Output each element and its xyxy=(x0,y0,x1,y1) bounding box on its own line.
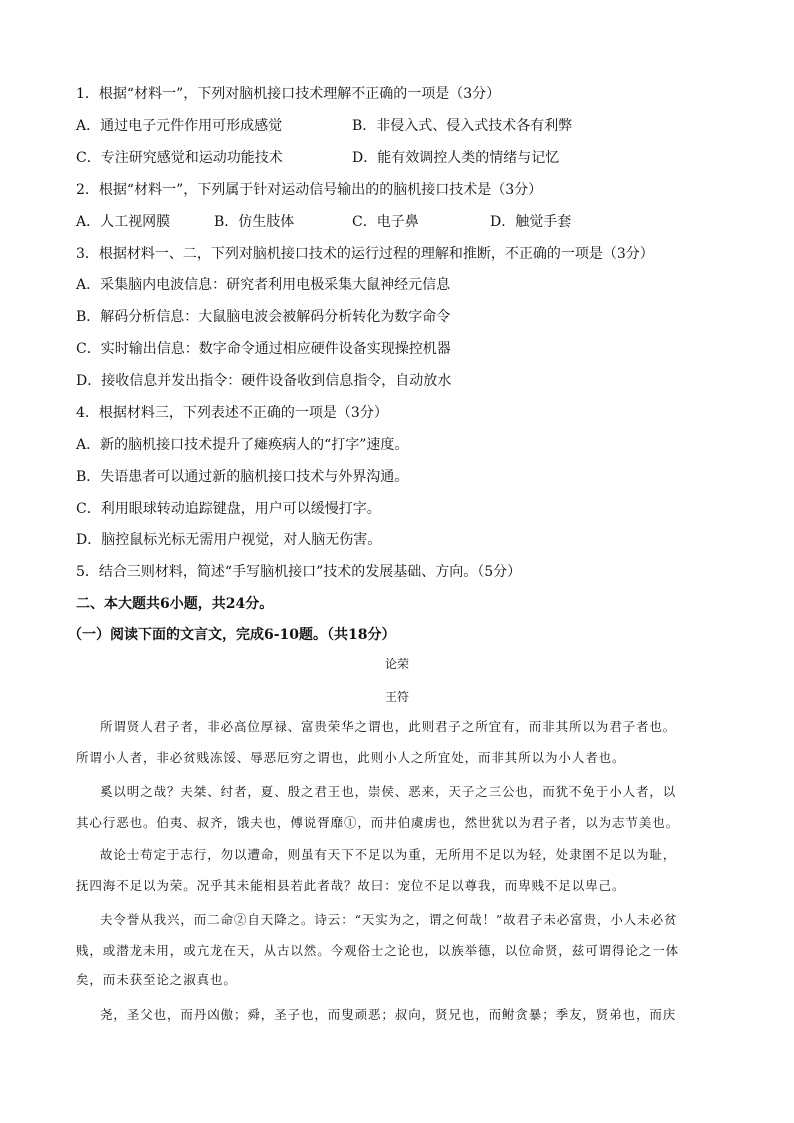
question-4-option-d: D．脑控鼠标光标无需用户视觉，对人脑无伤害。 xyxy=(76,532,382,548)
passage-line: 贱，或潜龙未用，或亢龙在天，从古以然。今观俗士之论也，以族举德，以位命贤，兹可谓得论之一体 xyxy=(76,943,680,958)
passage-line: 矣，而未获至论之淑真也。 xyxy=(76,972,237,987)
question-4-option-a: A．新的脑机接口技术提升了瘫痪病人的“打字”速度。 xyxy=(76,437,409,453)
passage-title: 论荣 xyxy=(384,657,409,671)
passage-line: 故论士苟定于志行，勿以遭命，则虽有天下不足以为重，无所用不足以为轻，处隶圉不足以为耻， xyxy=(100,847,677,862)
question-1-option-c: C．专注研究感觉和运动功能技术 xyxy=(76,150,283,166)
question-2-option-a: A．人工视网膜 xyxy=(76,214,171,230)
question-3-option-d: D．接收信息并发出指令：硬件设备收到信息指令，自动放水 xyxy=(76,373,452,389)
passage-line: 抚四海不足以为荣。况乎其未能相县若此者哉？故曰：宠位不足以尊我，而卑贱不足以卑己。 xyxy=(76,878,626,893)
question-2-option-c: C．电子鼻 xyxy=(352,214,419,230)
passage-author: 王符 xyxy=(384,690,409,704)
passage-line: 其心行恶也。伯夷、叔齐，饿夫也，傅说胥靡①，而井伯虞虏也，然世犹以为君子者，以为志节美也。 xyxy=(76,815,680,830)
question-3-option-b: B．解码分析信息：大鼠脑电波会被解码分析转化为数字命令 xyxy=(76,309,451,325)
question-3-option-c: C．实时输出信息：数字命令通过相应硬件设备实现操控机器 xyxy=(76,341,451,357)
passage-line: 尧，圣父也，而丹凶傲；舜，圣子也，而叟顽恶；叔向，贤兄也，而鲋贪暴；季友，贤弟也，而庆 xyxy=(100,1007,677,1022)
passage-line: 所谓贤人君子者，非必高位厚禄、富贵荣华之谓也，此则君子之所宜有，而非其所以为君子者也。 xyxy=(100,719,677,734)
section-2-heading: 二、本大题共6小题，共24分。 xyxy=(76,596,274,612)
question-3-option-a: A．采集脑内电波信息：研究者利用电极采集大鼠神经元信息 xyxy=(76,277,451,293)
question-1-stem: 1．根据“材料一”，下列对脑机接口技术理解不正确的一项是（3分） xyxy=(76,86,501,102)
question-4-option-b: B．失语患者可以通过新的脑机接口技术与外界沟通。 xyxy=(76,469,409,485)
question-4-stem: 4．根据材料三，下列表述不正确的一项是（3分） xyxy=(76,405,388,421)
question-2-stem: 2．根据“材料一”，下列属于针对运动信号输出的的脑机接口技术是（3分） xyxy=(76,182,543,198)
question-2-option-d: D．触觉手套 xyxy=(490,214,572,230)
question-2-option-b: B．仿生肢体 xyxy=(214,214,295,230)
passage-line: 所谓小人者，非必贫贱冻馁、辱恶厄穷之谓也，此则小人之所宜处，而非其所以为小人者也。 xyxy=(76,750,626,765)
question-1-option-d: D．能有效调控人类的情绪与记忆 xyxy=(352,150,560,166)
question-4-option-c: C．利用眼球转动追踪键盘，用户可以缓慢打字。 xyxy=(76,501,381,517)
question-5-stem: 5．结合三则材料，简述“手写脑机接口”技术的发展基础、方向。（5分） xyxy=(76,564,522,580)
question-1-option-b: B．非侵入式、侵入式技术各有利弊 xyxy=(352,118,573,134)
passage-line: 夫令誉从我兴，而二命②自天降之。诗云：“天实为之，谓之何哉！”故君子未必富贵，小人未必贫 xyxy=(100,912,678,927)
passage-line: 奚以明之哉？夫桀、纣者，夏、殷之君王也，崇侯、恶来，天子之三公也，而犹不免于小人者，以 xyxy=(100,784,677,799)
section-2-subheading: （一）阅读下面的文言文，完成6-10题。（共18分） xyxy=(68,627,396,643)
question-1-option-a: A．通过电子元件作用可形成感觉 xyxy=(76,118,283,134)
question-3-stem: 3．根据材料一、二，下列对脑机接口技术的运行过程的理解和推断，不正确的一项是（3分） xyxy=(76,246,654,262)
